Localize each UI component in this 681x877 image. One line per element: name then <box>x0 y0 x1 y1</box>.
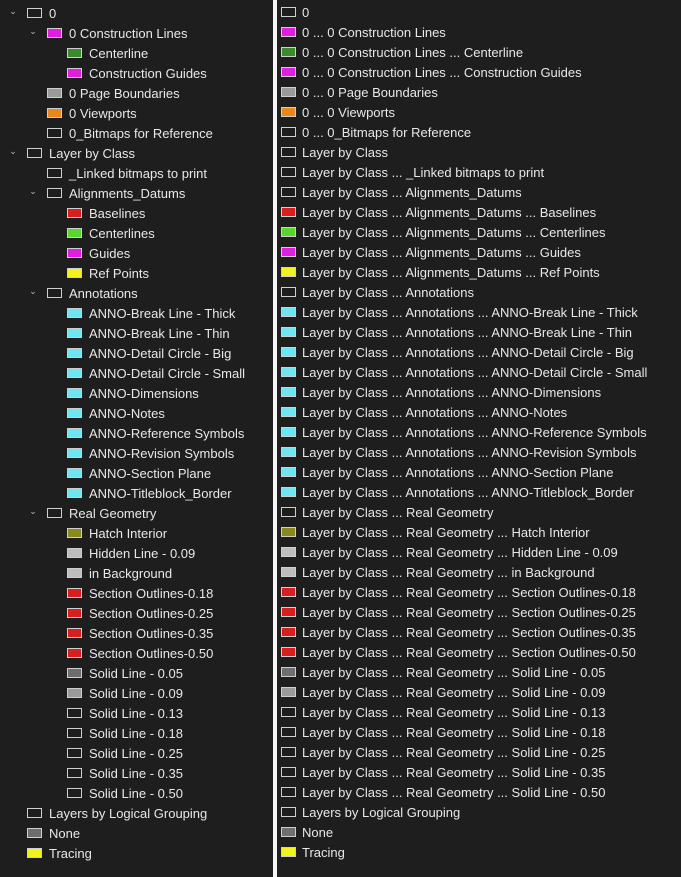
list-item[interactable] <box>277 402 681 422</box>
tree-row[interactable] <box>0 763 273 783</box>
layer-color-swatch[interactable] <box>67 388 82 398</box>
list-item[interactable] <box>277 422 681 442</box>
list-item[interactable] <box>277 142 681 162</box>
layer-color-swatch[interactable] <box>281 387 296 397</box>
layer-color-swatch[interactable] <box>67 248 82 258</box>
layer-color-swatch[interactable] <box>281 547 296 557</box>
tree-row[interactable] <box>0 83 273 103</box>
tree-row-label: Baselines <box>89 205 146 221</box>
tree-row[interactable] <box>0 403 273 423</box>
tree-row[interactable] <box>0 663 273 683</box>
layer-color-swatch[interactable] <box>281 347 296 357</box>
tree-row[interactable] <box>0 223 273 243</box>
layer-color-swatch[interactable] <box>67 488 82 498</box>
tree-row[interactable] <box>0 23 273 43</box>
list-item[interactable] <box>277 742 681 762</box>
tree-row-label: Ref Points <box>89 265 149 281</box>
tree-row-label: Section Outlines-0.35 <box>89 625 214 641</box>
tree-row[interactable] <box>0 483 273 503</box>
tree-row-label: Tracing <box>49 845 92 861</box>
tree-row-label: ANNO-Section Plane <box>89 465 212 481</box>
list-item-label: Layer by Class ... Annotations ... ANNO-Reference Symbols <box>302 424 647 440</box>
list-item[interactable] <box>277 202 681 222</box>
list-item[interactable] <box>277 242 681 262</box>
tree-row-label: ANNO-Revision Symbols <box>89 445 235 461</box>
list-item-label: Layer by Class ... Real Geometry ... Solid Line - 0.13 <box>302 704 606 720</box>
layer-color-swatch[interactable] <box>281 827 296 837</box>
list-item[interactable] <box>277 302 681 322</box>
list-item-label: Layer by Class ... Annotations ... ANNO-Break Line - Thin <box>302 324 632 340</box>
tree-row[interactable] <box>0 103 273 123</box>
tree-row[interactable] <box>0 263 273 283</box>
tree-row[interactable] <box>0 843 273 863</box>
layer-color-swatch[interactable] <box>281 847 296 857</box>
layer-color-swatch[interactable] <box>67 228 82 238</box>
layer-color-swatch[interactable] <box>67 648 82 658</box>
layer-color-swatch[interactable] <box>281 627 296 637</box>
tree-row-label: 0_Bitmaps for Reference <box>69 125 213 141</box>
layer-color-swatch[interactable] <box>281 267 296 277</box>
layer-color-swatch[interactable] <box>281 747 296 757</box>
list-item-label: Layer by Class ... Real Geometry ... Solid Line - 0.50 <box>302 784 606 800</box>
tree-row-label: Solid Line - 0.35 <box>89 765 183 781</box>
tree-row-label: Section Outlines-0.25 <box>89 605 214 621</box>
layer-color-swatch[interactable] <box>47 108 62 118</box>
layer-color-swatch[interactable] <box>281 667 296 677</box>
tree-row[interactable] <box>0 183 273 203</box>
tree-row[interactable] <box>0 383 273 403</box>
tree-row-label: Layer by Class <box>49 145 135 161</box>
list-item[interactable] <box>277 602 681 622</box>
chevron-down-icon[interactable]: ⌄ <box>29 286 37 296</box>
layer-color-swatch[interactable] <box>67 408 82 418</box>
tree-row[interactable] <box>0 783 273 803</box>
list-item[interactable] <box>277 342 681 362</box>
layer-color-swatch[interactable] <box>281 127 296 137</box>
chevron-down-icon[interactable]: ⌄ <box>29 26 37 36</box>
layer-color-swatch[interactable] <box>67 68 82 78</box>
layer-color-swatch[interactable] <box>281 27 296 37</box>
list-item-label: 0 <box>302 4 310 20</box>
layer-color-swatch[interactable] <box>47 288 62 298</box>
tree-row[interactable] <box>0 243 273 263</box>
tree-row[interactable] <box>0 283 273 303</box>
list-item[interactable] <box>277 102 681 122</box>
tree-row-label: Annotations <box>69 285 138 301</box>
layer-color-swatch[interactable] <box>281 87 296 97</box>
layer-color-swatch[interactable] <box>67 688 82 698</box>
layer-color-swatch[interactable] <box>281 187 296 197</box>
tree-row-label: ANNO-Titleblock_Border <box>89 485 232 501</box>
list-item[interactable] <box>277 822 681 842</box>
list-item[interactable] <box>277 662 681 682</box>
list-item-label: 0 ... 0 Construction Lines ... Centerline <box>302 44 524 60</box>
list-item-label: 0 ... 0 Viewports <box>302 104 395 120</box>
chevron-down-icon[interactable]: ⌄ <box>29 506 37 516</box>
tree-row[interactable] <box>0 683 273 703</box>
layer-color-swatch[interactable] <box>27 8 42 18</box>
tree-row[interactable] <box>0 703 273 723</box>
tree-row-label: Solid Line - 0.05 <box>89 665 183 681</box>
list-item[interactable] <box>277 122 681 142</box>
layer-color-swatch[interactable] <box>281 367 296 377</box>
list-item[interactable] <box>277 262 681 282</box>
list-item-label: Layer by Class ... Real Geometry ... Solid Line - 0.18 <box>302 724 606 740</box>
layer-color-swatch[interactable] <box>281 647 296 657</box>
layer-color-swatch[interactable] <box>67 608 82 618</box>
layer-color-swatch[interactable] <box>67 628 82 638</box>
chevron-down-icon[interactable]: ⌄ <box>9 146 17 156</box>
tree-row[interactable] <box>0 463 273 483</box>
tree-row-label: Solid Line - 0.13 <box>89 705 183 721</box>
tree-row-label: Alignments_Datums <box>69 185 186 201</box>
tree-row-label: 0 Page Boundaries <box>69 85 180 101</box>
list-item-label: Layers by Logical Grouping <box>302 804 461 820</box>
list-item-label: Layer by Class ... Real Geometry ... Section Outlines-0.50 <box>302 644 636 660</box>
list-item[interactable] <box>277 542 681 562</box>
tree-row[interactable] <box>0 743 273 763</box>
layer-color-swatch[interactable] <box>47 168 62 178</box>
tree-row-label: Section Outlines-0.50 <box>89 645 214 661</box>
tree-row[interactable] <box>0 623 273 643</box>
layer-color-swatch[interactable] <box>67 788 82 798</box>
layer-color-swatch[interactable] <box>67 468 82 478</box>
tree-row[interactable] <box>0 723 273 743</box>
list-item-label: Layer by Class ... Annotations ... ANNO-Section Plane <box>302 464 614 480</box>
list-item-label: Layer by Class ... Annotations ... ANNO-Detail Circle - Small <box>302 364 648 380</box>
layer-color-swatch[interactable] <box>67 328 82 338</box>
tree-row-label: ANNO-Break Line - Thick <box>89 305 236 321</box>
tree-row-label: 0 <box>49 5 57 21</box>
layer-tree-panel <box>0 0 273 877</box>
tree-row[interactable] <box>0 423 273 443</box>
list-item[interactable] <box>277 802 681 822</box>
list-item-label: Layer by Class ... Real Geometry ... Solid Line - 0.05 <box>302 664 606 680</box>
list-item[interactable] <box>277 462 681 482</box>
list-item-label: Layer by Class ... Real Geometry ... Hatch Interior <box>302 524 590 540</box>
layer-color-swatch[interactable] <box>67 548 82 558</box>
list-item-label: Layer by Class ... Real Geometry ... Hidden Line - 0.09 <box>302 544 618 560</box>
layer-color-swatch[interactable] <box>47 188 62 198</box>
tree-row[interactable] <box>0 163 273 183</box>
layer-color-swatch[interactable] <box>281 147 296 157</box>
list-item-label: Layer by Class ... Annotations ... ANNO-Dimensions <box>302 384 602 400</box>
list-item[interactable] <box>277 642 681 662</box>
layer-color-swatch[interactable] <box>27 148 42 158</box>
layer-color-swatch[interactable] <box>281 107 296 117</box>
layer-color-swatch[interactable] <box>67 668 82 678</box>
list-item-label: 0 ... 0 Page Boundaries <box>302 84 438 100</box>
layer-color-swatch[interactable] <box>281 427 296 437</box>
tree-row-label: ANNO-Detail Circle - Small <box>89 365 246 381</box>
tree-row-label: Solid Line - 0.50 <box>89 785 183 801</box>
layer-color-swatch[interactable] <box>281 167 296 177</box>
list-item-label: 0 ... 0 Construction Lines <box>302 24 446 40</box>
layer-color-swatch[interactable] <box>281 7 296 17</box>
tree-row-label: Guides <box>89 245 131 261</box>
layer-color-swatch[interactable] <box>67 528 82 538</box>
layer-color-swatch[interactable] <box>281 227 296 237</box>
list-item[interactable] <box>277 62 681 82</box>
list-item[interactable] <box>277 502 681 522</box>
list-item[interactable] <box>277 582 681 602</box>
tree-row[interactable] <box>0 323 273 343</box>
layer-color-swatch[interactable] <box>281 307 296 317</box>
list-item[interactable] <box>277 682 681 702</box>
tree-row[interactable] <box>0 523 273 543</box>
tree-row-label: Centerline <box>89 45 149 61</box>
list-item-label: Layer by Class ... Real Geometry ... Section Outlines-0.25 <box>302 604 636 620</box>
list-item[interactable] <box>277 382 681 402</box>
list-item-label: None <box>302 824 334 840</box>
list-item[interactable] <box>277 622 681 642</box>
list-item[interactable] <box>277 442 681 462</box>
tree-row[interactable] <box>0 303 273 323</box>
list-item[interactable] <box>277 82 681 102</box>
tree-row[interactable] <box>0 543 273 563</box>
layer-color-swatch[interactable] <box>27 808 42 818</box>
list-item-label: Layer by Class ... Real Geometry ... Section Outlines-0.35 <box>302 624 636 640</box>
list-item-label: Layer by Class ... Real Geometry ... in Background <box>302 564 595 580</box>
tree-row[interactable] <box>0 503 273 523</box>
tree-row-label: in Background <box>89 565 173 581</box>
tree-row[interactable] <box>0 803 273 823</box>
list-item-label: Layer by Class <box>302 144 388 160</box>
tree-row[interactable] <box>0 823 273 843</box>
layer-color-swatch[interactable] <box>47 128 62 138</box>
list-item-label: Layer by Class ... Real Geometry ... Solid Line - 0.35 <box>302 764 606 780</box>
layer-color-swatch[interactable] <box>67 768 82 778</box>
layer-color-swatch[interactable] <box>281 467 296 477</box>
layer-color-swatch[interactable] <box>281 47 296 57</box>
list-item-label: Layer by Class ... Annotations ... ANNO-Revision Symbols <box>302 444 637 460</box>
layer-color-swatch[interactable] <box>281 67 296 77</box>
layer-color-swatch[interactable] <box>67 728 82 738</box>
layer-color-swatch[interactable] <box>67 588 82 598</box>
layer-color-swatch[interactable] <box>47 28 62 38</box>
list-item[interactable] <box>277 782 681 802</box>
layer-color-swatch[interactable] <box>67 448 82 458</box>
list-item-label: Layer by Class ... Alignments_Datums ... Baselines <box>302 204 597 220</box>
list-item-label: Layer by Class ... Alignments_Datums ... Guides <box>302 244 581 260</box>
list-item[interactable] <box>277 702 681 722</box>
layer-color-swatch[interactable] <box>281 527 296 537</box>
layer-color-swatch[interactable] <box>67 748 82 758</box>
tree-row-label: ANNO-Detail Circle - Big <box>89 345 232 361</box>
tree-row-label: Solid Line - 0.18 <box>89 725 183 741</box>
layer-color-swatch[interactable] <box>281 567 296 577</box>
layer-color-swatch[interactable] <box>281 687 296 697</box>
list-item-label: Layer by Class ... Real Geometry <box>302 504 494 520</box>
list-item[interactable] <box>277 282 681 302</box>
layer-color-swatch[interactable] <box>281 327 296 337</box>
tree-row-label: None <box>49 825 81 841</box>
layer-color-swatch[interactable] <box>67 48 82 58</box>
layer-color-swatch[interactable] <box>67 368 82 378</box>
tree-row[interactable] <box>0 443 273 463</box>
tree-row-label: Section Outlines-0.18 <box>89 585 214 601</box>
list-item[interactable] <box>277 22 681 42</box>
tree-row[interactable] <box>0 583 273 603</box>
list-item[interactable] <box>277 362 681 382</box>
list-item-label: Layer by Class ... Alignments_Datums ... Centerlines <box>302 224 606 240</box>
list-item-label: Layer by Class ... Real Geometry ... Section Outlines-0.18 <box>302 584 636 600</box>
layer-color-swatch[interactable] <box>281 287 296 297</box>
tree-row-label: Hatch Interior <box>89 525 168 541</box>
layer-color-swatch[interactable] <box>281 607 296 617</box>
tree-row-label: Centerlines <box>89 225 155 241</box>
list-item[interactable] <box>277 42 681 62</box>
tree-row[interactable] <box>0 3 273 23</box>
layer-color-swatch[interactable] <box>67 568 82 578</box>
list-item-label: Layer by Class ... Annotations ... ANNO-Notes <box>302 404 568 420</box>
tree-row[interactable] <box>0 563 273 583</box>
layer-color-swatch[interactable] <box>281 807 296 817</box>
tree-row[interactable] <box>0 203 273 223</box>
layer-color-swatch[interactable] <box>281 787 296 797</box>
list-item[interactable] <box>277 182 681 202</box>
list-item-label: 0 ... 0 Construction Lines ... Construction Guides <box>302 64 582 80</box>
list-item-label: Layer by Class ... Annotations ... ANNO-Detail Circle - Big <box>302 344 634 360</box>
tree-row-label: ANNO-Dimensions <box>89 385 199 401</box>
tree-row[interactable] <box>0 343 273 363</box>
list-item[interactable] <box>277 482 681 502</box>
tree-row-label: 0 Viewports <box>69 105 137 121</box>
list-item[interactable] <box>277 322 681 342</box>
layer-color-swatch[interactable] <box>281 587 296 597</box>
list-item[interactable] <box>277 522 681 542</box>
layer-color-swatch[interactable] <box>281 727 296 737</box>
layer-color-swatch[interactable] <box>281 487 296 497</box>
tree-row-label: Real Geometry <box>69 505 157 521</box>
layer-flat-list-panel <box>277 0 681 877</box>
list-item-label: Layer by Class ... Real Geometry ... Solid Line - 0.25 <box>302 744 606 760</box>
layer-color-swatch[interactable] <box>67 708 82 718</box>
layer-color-swatch[interactable] <box>67 348 82 358</box>
list-item[interactable] <box>277 722 681 742</box>
tree-row-label: Solid Line - 0.09 <box>89 685 183 701</box>
tree-row-label: Hidden Line - 0.09 <box>89 545 196 561</box>
tree-row[interactable] <box>0 363 273 383</box>
layer-color-swatch[interactable] <box>281 207 296 217</box>
tree-row[interactable] <box>0 63 273 83</box>
tree-row-label: _Linked bitmaps to print <box>69 165 208 181</box>
layer-color-swatch[interactable] <box>47 508 62 518</box>
tree-row[interactable] <box>0 123 273 143</box>
list-item-label: Layer by Class ... _Linked bitmaps to print <box>302 164 545 180</box>
layer-color-swatch[interactable] <box>281 407 296 417</box>
layer-color-swatch[interactable] <box>67 428 82 438</box>
layer-color-swatch[interactable] <box>281 447 296 457</box>
list-item-label: Layer by Class ... Annotations ... ANNO-Titleblock_Border <box>302 484 634 500</box>
list-item-label: Layer by Class ... Annotations <box>302 284 474 300</box>
tree-row-label: Solid Line - 0.25 <box>89 745 183 761</box>
list-item-label: Layer by Class ... Real Geometry ... Solid Line - 0.09 <box>302 684 606 700</box>
tree-row-label: Layers by Logical Grouping <box>49 805 208 821</box>
list-item[interactable] <box>277 162 681 182</box>
list-item[interactable] <box>277 2 681 22</box>
list-item[interactable] <box>277 842 681 862</box>
layer-color-swatch[interactable] <box>27 848 42 858</box>
list-item[interactable] <box>277 222 681 242</box>
layer-color-swatch[interactable] <box>67 208 82 218</box>
list-item[interactable] <box>277 562 681 582</box>
layer-color-swatch[interactable] <box>67 268 82 278</box>
tree-row[interactable] <box>0 603 273 623</box>
layer-color-swatch[interactable] <box>281 247 296 257</box>
layer-color-swatch[interactable] <box>27 828 42 838</box>
layer-color-swatch[interactable] <box>281 767 296 777</box>
list-item-label: 0 ... 0_Bitmaps for Reference <box>302 124 472 140</box>
list-item-label: Layer by Class ... Alignments_Datums <box>302 184 522 200</box>
chevron-down-icon[interactable]: ⌄ <box>9 6 17 16</box>
layer-color-swatch[interactable] <box>67 308 82 318</box>
tree-row-label: 0 Construction Lines <box>69 25 188 41</box>
chevron-down-icon[interactable]: ⌄ <box>29 186 37 196</box>
tree-row-label: ANNO-Break Line - Thin <box>89 325 230 341</box>
layer-color-swatch[interactable] <box>281 507 296 517</box>
list-item-label: Layer by Class ... Annotations ... ANNO-Break Line - Thick <box>302 304 638 320</box>
tree-row[interactable] <box>0 43 273 63</box>
tree-row-label: ANNO-Reference Symbols <box>89 425 245 441</box>
tree-row[interactable] <box>0 143 273 163</box>
list-item[interactable] <box>277 762 681 782</box>
tree-row-label: ANNO-Notes <box>89 405 165 421</box>
list-item-label: Layer by Class ... Alignments_Datums ... Ref Points <box>302 264 600 280</box>
layer-color-swatch[interactable] <box>281 707 296 717</box>
layer-color-swatch[interactable] <box>47 88 62 98</box>
tree-row[interactable] <box>0 643 273 663</box>
list-item-label: Tracing <box>302 844 345 860</box>
tree-row-label: Construction Guides <box>89 65 207 81</box>
